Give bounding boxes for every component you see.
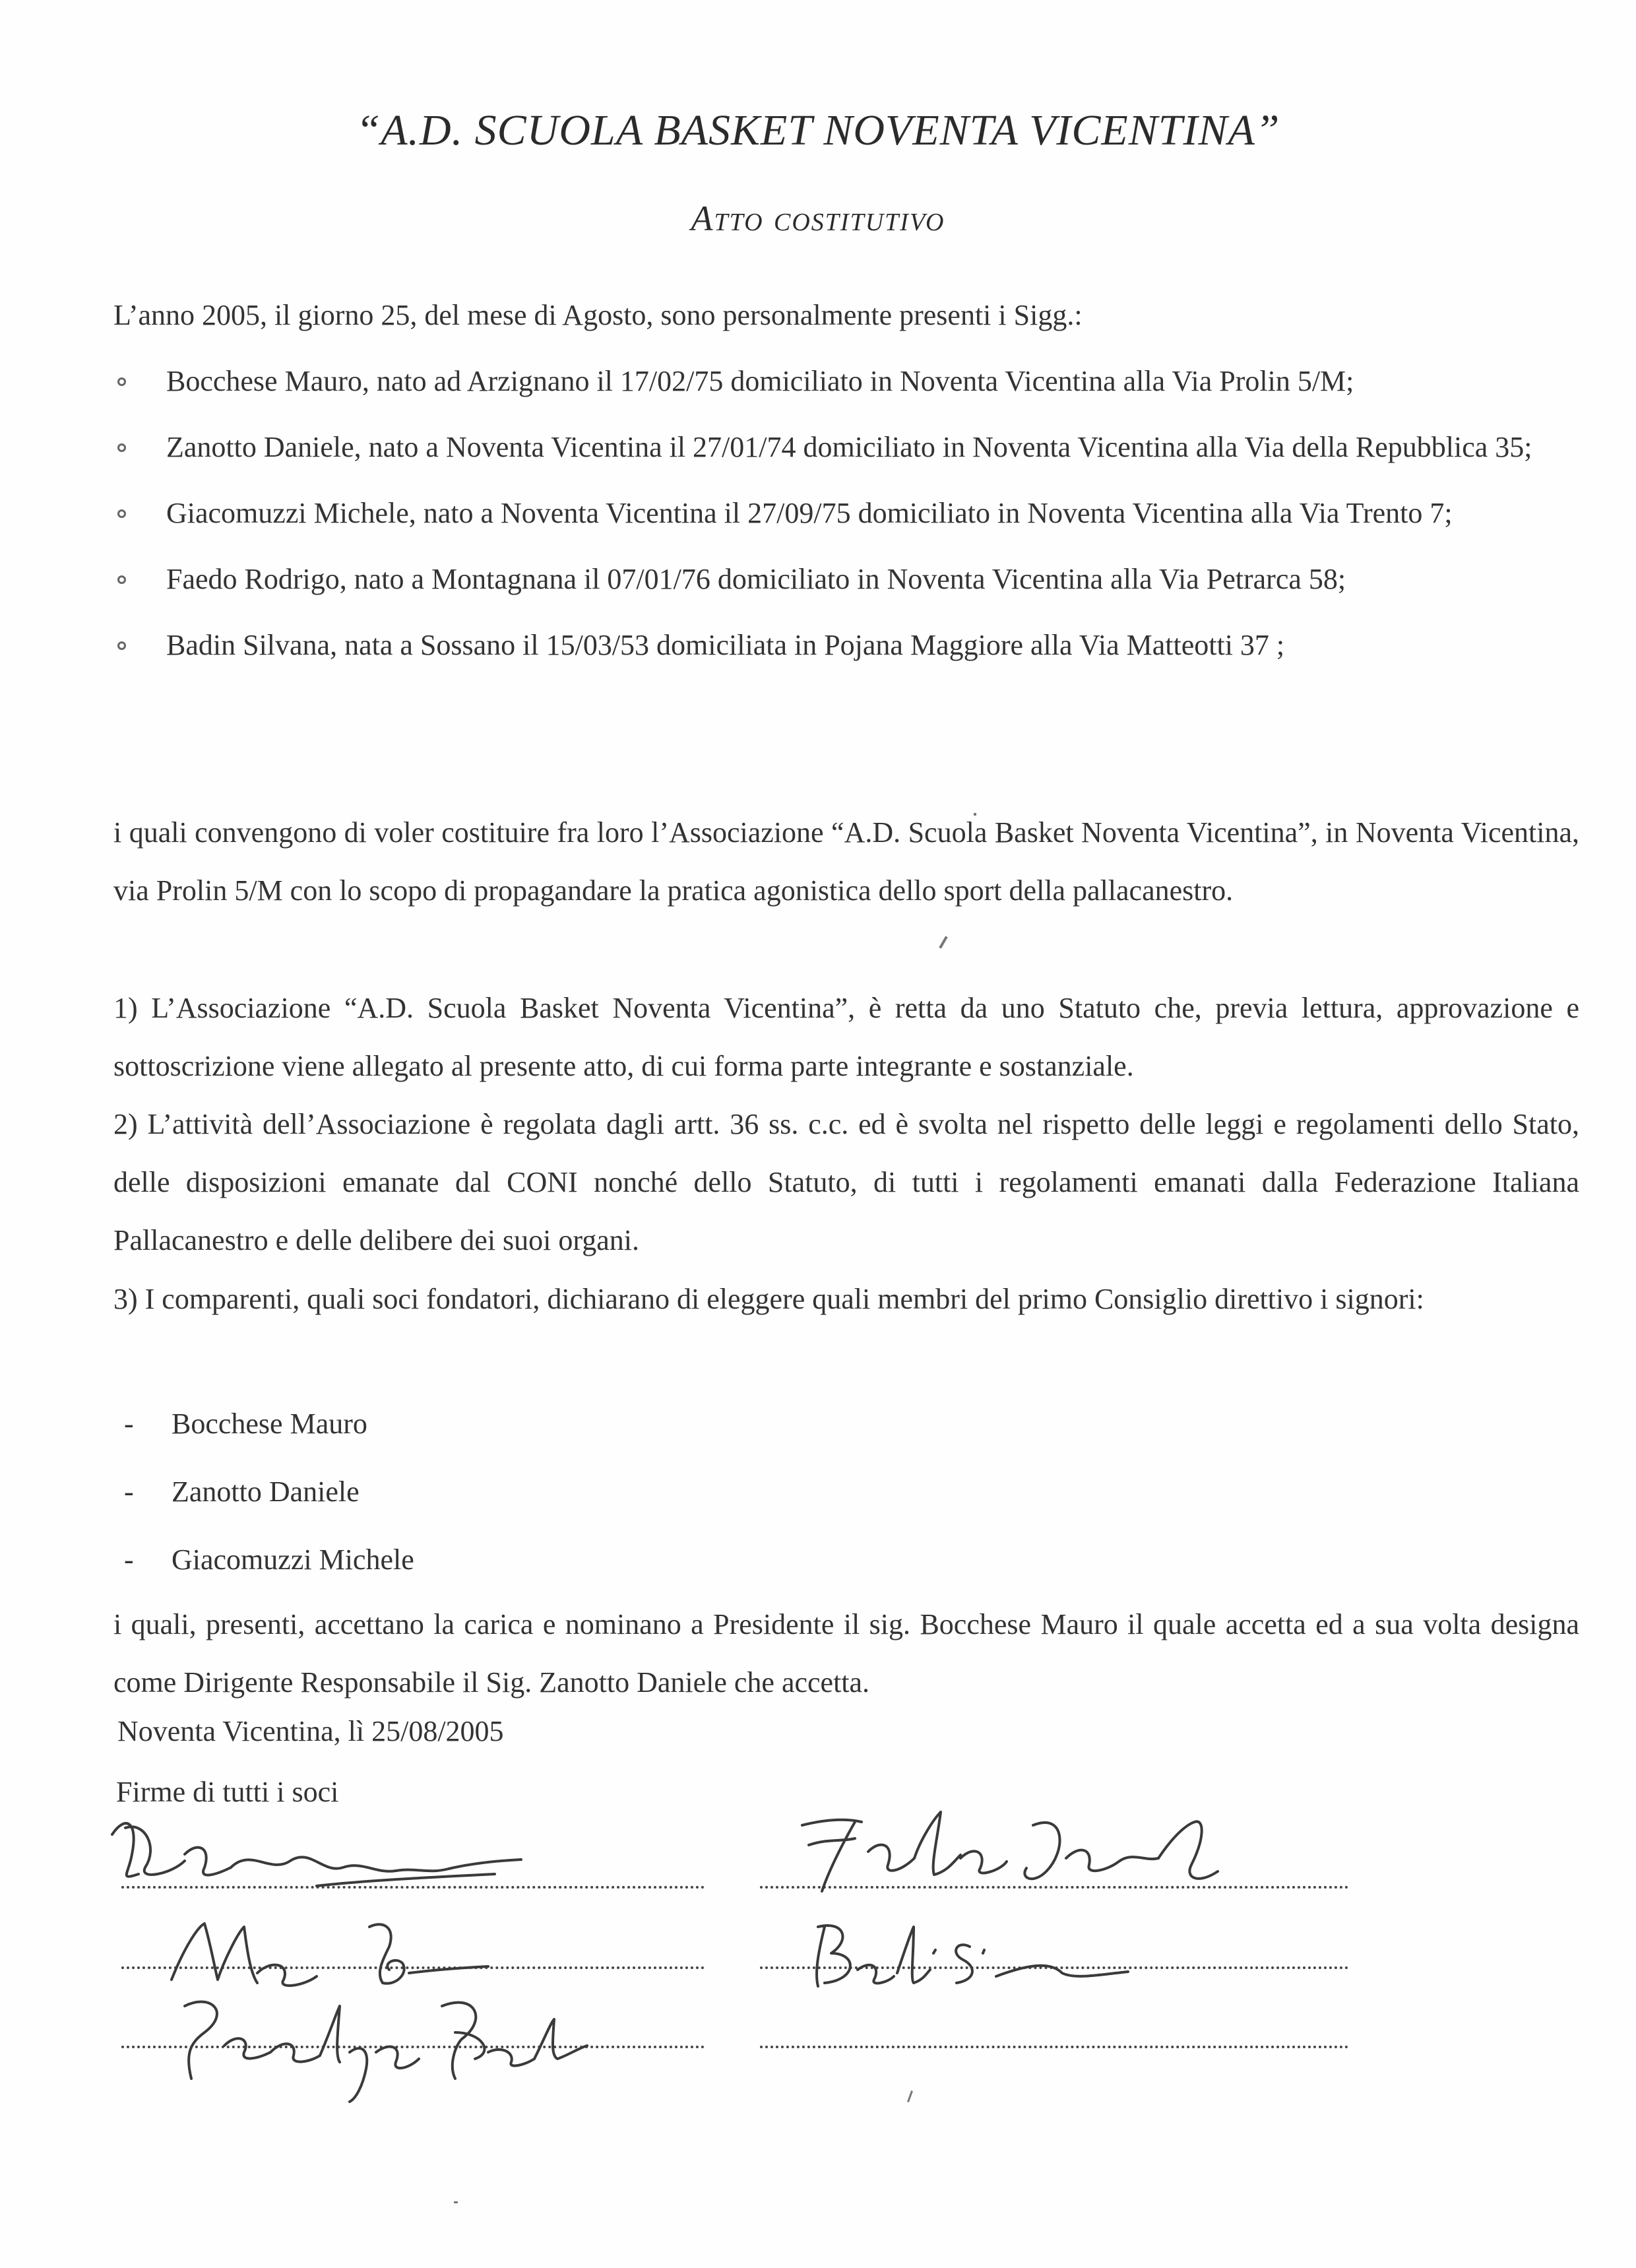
document-title: “A.D. SCUOLA BASKET NOVENTA VICENTINA” bbox=[356, 106, 1280, 154]
board-member: Zanotto Daniele bbox=[172, 1475, 360, 1508]
list-item bbox=[113, 616, 1578, 674]
list-item bbox=[113, 484, 1578, 542]
signature-zanotto bbox=[789, 1799, 1238, 1904]
acceptance-paragraph: i quali, presenti, accettano la carica e nominano a Presidente il sig. Bocchese Mauro il quale accetta ed a sua volta designa come Dirigente Responsabile il Sig. Zanotto Daniele che accetta. bbox=[113, 1608, 1579, 1699]
bullet-icon bbox=[117, 575, 126, 584]
place-date: Noventa Vicentina, lì 25/08/2005 bbox=[117, 1715, 504, 1747]
founder-text: Badin Silvana, nata a Sossano il 15/03/53 domiciliata in Pojana Maggiore alla Via Matteotti 37 ; bbox=[166, 629, 1285, 661]
list-item bbox=[113, 352, 1578, 410]
dash-marker: - bbox=[124, 1408, 134, 1440]
list-item bbox=[113, 550, 1578, 608]
board-member: Bocchese Mauro bbox=[172, 1408, 367, 1440]
bullet-icon bbox=[117, 443, 126, 452]
founder-text: Faedo Rodrigo, nato a Montagnana il 07/01/76 domiciliato in Noventa Vicentina alla Via Petrarca 58; bbox=[166, 563, 1346, 595]
purpose-paragraph: i quali convengono di voler costituire fra loro l’Associazione “A.D. Scuola Basket Noventa Vicentina”, in Noventa Vicentina, via Prolin 5/M con lo scopo di propagandare la pratica agonistica dello sport della pallacanestro. bbox=[113, 816, 1579, 907]
signature-faedo bbox=[165, 1980, 627, 2105]
list-item bbox=[113, 1531, 414, 1599]
signature-badin bbox=[798, 1914, 1141, 1999]
scan-speck bbox=[454, 2201, 458, 2203]
bullet-icon bbox=[117, 509, 126, 518]
bullet-icon bbox=[117, 377, 126, 386]
article-1: 1) L’Associazione “A.D. Scuola Basket Noventa Vicentina”, è retta da uno Statuto che, previa lettura, approvazione e sottoscrizione viene allegato al presente atto, di cui forma parte integrante e sostanziale. bbox=[113, 992, 1579, 1082]
dash-marker: - bbox=[124, 1543, 134, 1576]
list-item bbox=[113, 1463, 414, 1531]
article-2: 2) L’attività dell’Associazione è regolata dagli artt. 36 ss. c.c. ed è svolta nel rispetto delle leggi e regolamenti dello Stato, delle disposizioni emanate dal CONI nonché dello Statuto, di tutti i regolamenti emanati dalla Federazione Italiana Pallacanestro e delle delibere dei suoi organi. bbox=[113, 1108, 1579, 1256]
list-item bbox=[113, 1395, 414, 1463]
founder-text: Giacomuzzi Michele, nato a Noventa Vicentina il 27/09/75 domiciliato in Noventa Vicentina alla Via Trento 7; bbox=[166, 497, 1453, 529]
bullet-icon bbox=[117, 641, 126, 650]
intro-paragraph: L’anno 2005, il giorno 25, del mese di Agosto, sono personalmente presenti i Sigg.: bbox=[113, 299, 1083, 331]
founder-text: Bocchese Mauro, nato ad Arzignano il 17/02/75 domiciliato in Noventa Vicentina alla Via Prolin 5/M; bbox=[166, 365, 1354, 397]
dash-marker: - bbox=[124, 1475, 134, 1508]
list-item bbox=[113, 418, 1578, 476]
signatures-label: Firme di tutti i soci bbox=[116, 1776, 339, 1808]
signature-line bbox=[760, 2046, 1348, 2048]
document-subtitle: Atto costitutivo bbox=[691, 199, 945, 238]
founder-text: Zanotto Daniele, nato a Noventa Vicentina il 27/01/74 domiciliato in Noventa Vicentina alla Via della Repubblica 35; bbox=[166, 431, 1532, 463]
founders-list bbox=[113, 352, 1578, 682]
board-list bbox=[113, 1395, 414, 1599]
board-member: Giacomuzzi Michele bbox=[172, 1543, 414, 1576]
article-3: 3) I comparenti, quali soci fondatori, dichiarano di eleggere quali membri del primo Consiglio direttivo i signori: bbox=[113, 1283, 1424, 1315]
scan-speck bbox=[974, 813, 976, 816]
signature-giacomuzzi bbox=[99, 1808, 534, 1900]
scan-speck bbox=[907, 2090, 913, 2102]
scan-speck bbox=[939, 936, 947, 948]
